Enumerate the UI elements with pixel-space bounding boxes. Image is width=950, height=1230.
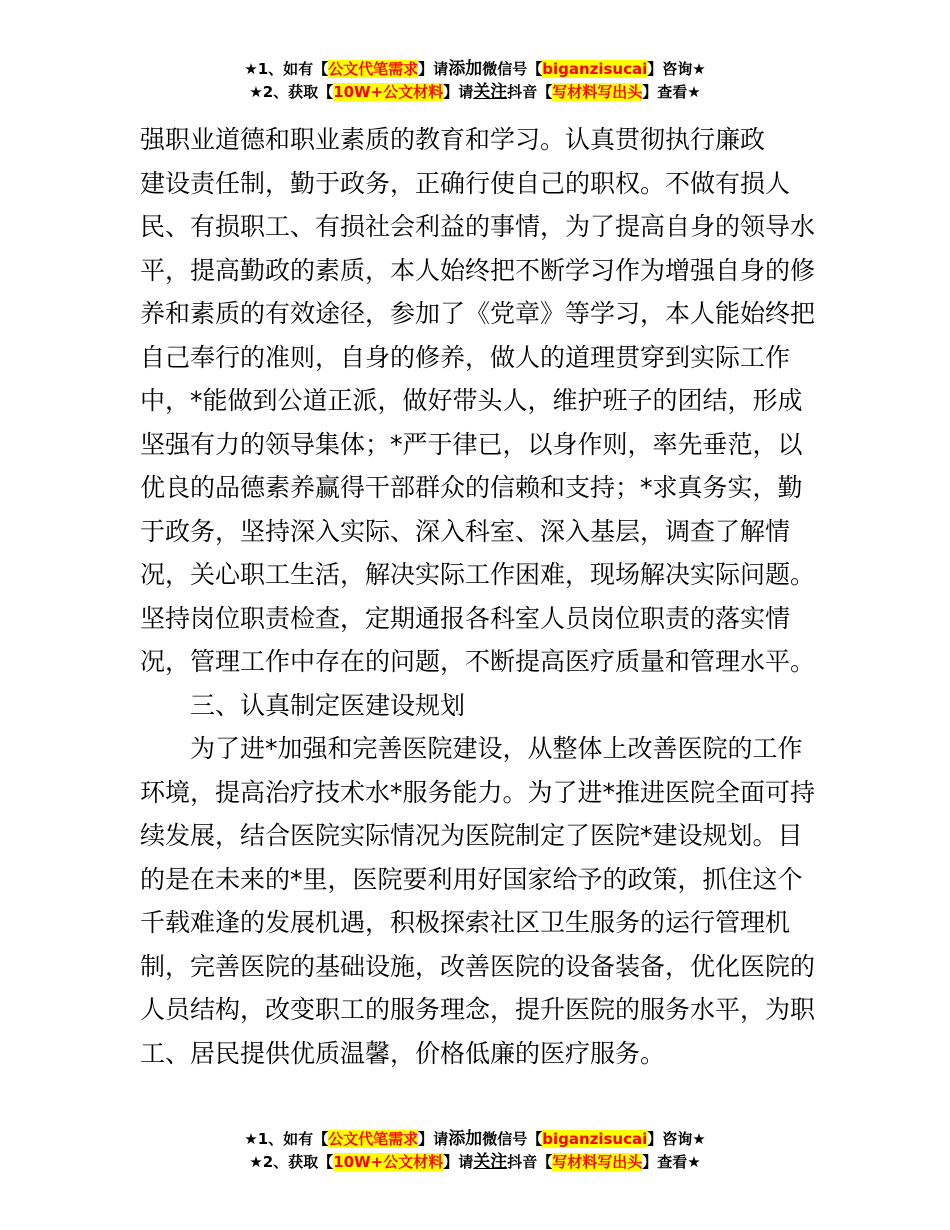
- text-line: 民、有损职工、有损社会利益的事情，为了提高自身的领导水: [140, 212, 816, 241]
- banner-line-1: ★1、如有【公文代笔需求】请添加微信号【biganzisucai】咨询★: [244, 1129, 706, 1149]
- text-line: 于政务，坚持深入实际、深入科室、深入基层，调查了解情: [140, 516, 791, 546]
- document-body: [140, 118, 816, 1075]
- text-line: 优良的品德素养赢得干部群众的信赖和支持；*求真务实，勤: [140, 473, 803, 502]
- text-line: 养和素质的有效途径，参加了《党章》等学习，本人能始终把: [140, 299, 816, 328]
- highlight-wechat-id: biganzisucai: [542, 1130, 648, 1148]
- text-line: 中，*能做到公道正派，做好带头人，维护班子的团结，形成: [140, 386, 803, 415]
- text-line: 况，管理工作中存在的问题，不断提高医疗质量和管理水平。: [140, 647, 816, 676]
- highlight-service: 公文代笔需求: [328, 1130, 419, 1148]
- highlight-wechat-id: biganzisucai: [542, 60, 648, 78]
- highlight-douyin-id: 写材料写出头: [552, 83, 643, 101]
- banner-line-1: ★1、如有【公文代笔需求】请添加微信号【biganzisucai】咨询★: [244, 59, 706, 79]
- text-line: 工、居民提供优质温馨，价格低廉的医疗服务。: [140, 1038, 666, 1068]
- text-line: 强职业道德和职业素质的教育和学习。认真贯彻执行廉政: [140, 125, 766, 154]
- text-line: 的是在未来的*里，医院要利用好国家给予的政策，抓住这个: [140, 864, 803, 894]
- footer-banner: [0, 1128, 950, 1174]
- highlight-materials: 10W+公文材料: [333, 83, 444, 101]
- banner-line-2: ★2、获取【10W+公文材料】请关注抖音【写材料写出头】查看★: [249, 1152, 701, 1172]
- text-line: 平，提高勤政的素质，本人始终把不断学习作为增强自身的修: [140, 255, 816, 285]
- banner-line-2: ★2、获取【10W+公文材料】请关注抖音【写材料写出头】查看★: [249, 82, 701, 102]
- text-line: 制，完善医院的基础设施，改善医院的设备装备，优化医院的: [140, 951, 816, 981]
- header-banner: [0, 58, 950, 104]
- paragraph-2: [140, 727, 816, 1075]
- text-line: 千载难逢的发展机遇，积极探索社区卫生服务的运行管理机: [140, 908, 791, 937]
- text-line: 建设责任制，勤于政务，正确行使自己的职权。不做有损人: [140, 168, 791, 198]
- text-line: 坚持岗位职责检查，定期通报各科室人员岗位职责的落实情: [140, 603, 791, 633]
- text-line: 续发展，结合医院实际情况为医院制定了医院*建设规划。目: [140, 821, 803, 850]
- text-line: 为了进*加强和完善医院建设，从整体上改善医院的工作: [190, 734, 803, 763]
- text-line: 况，关心职工生活，解决实际工作困难，现场解决实际问题。: [140, 560, 816, 589]
- section-heading-3: 三、认真制定医建设规划: [190, 690, 466, 720]
- highlight-douyin-id: 写材料写出头: [552, 1153, 643, 1171]
- paragraph-1: [140, 118, 816, 684]
- highlight-service: 公文代笔需求: [328, 60, 419, 78]
- text-line: 环境，提高治疗技术水*服务能力。为了进*推进医院全面可持: [140, 777, 816, 807]
- text-line: 人员结构，改变职工的服务理念，提升医院的服务水平，为职: [140, 995, 816, 1024]
- highlight-materials: 10W+公文材料: [333, 1153, 444, 1171]
- text-line: 坚强有力的领导集体；*严于律已，以身作则，率先垂范，以: [140, 429, 803, 459]
- text-line: 自己奉行的准则，自身的修养，做人的道理贯穿到实际工作: [140, 342, 791, 372]
